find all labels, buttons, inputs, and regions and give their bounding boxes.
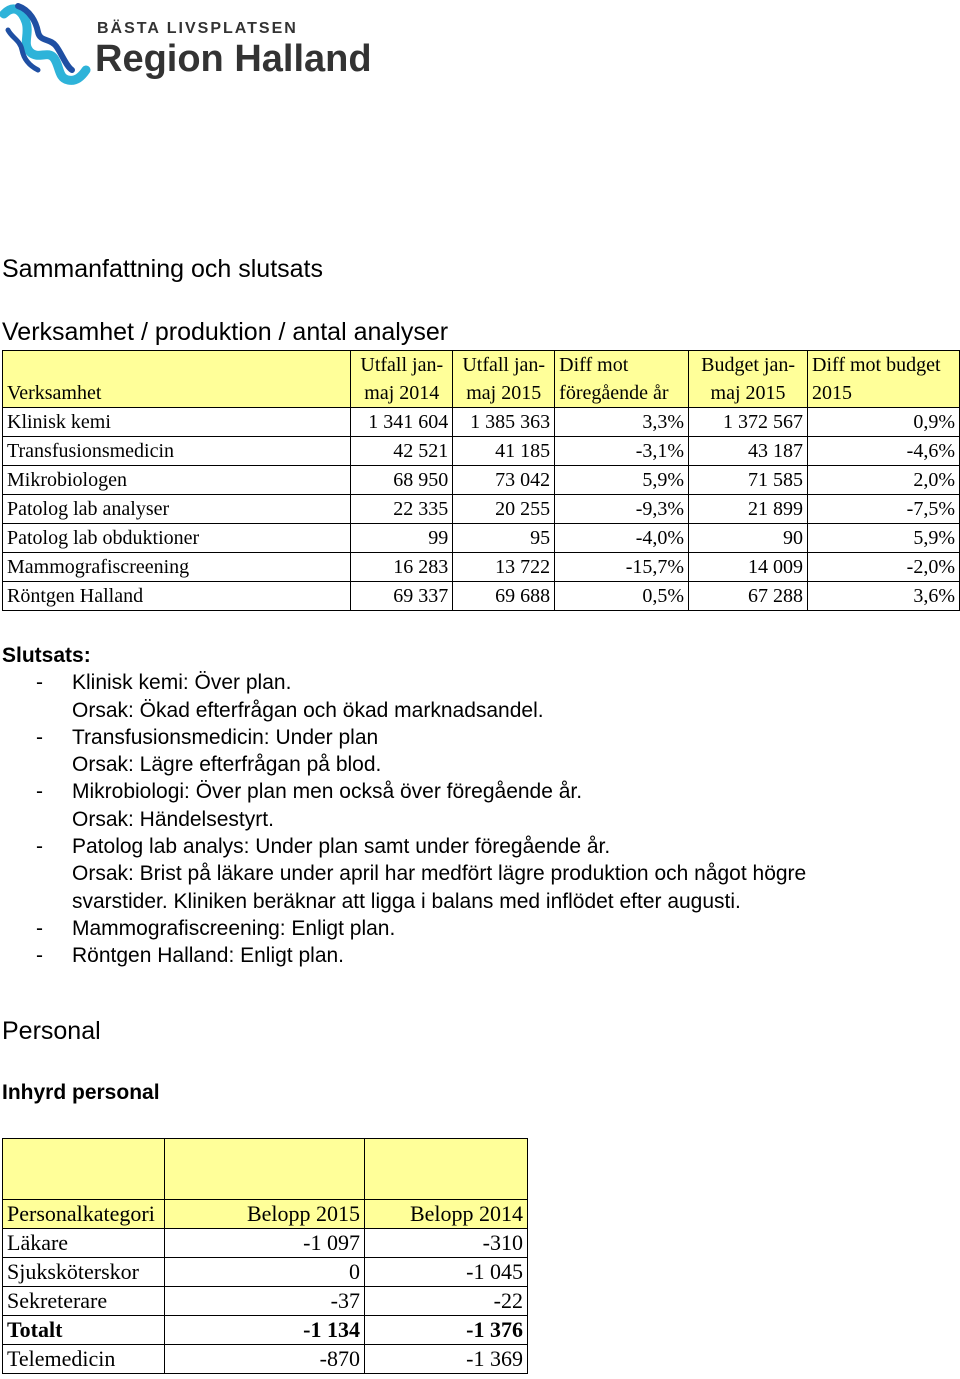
table-cell: 90 [689,524,808,553]
table-cell: -1 134 [165,1316,365,1345]
row-label: Patolog lab analyser [3,495,351,524]
table-cell: -1 376 [365,1316,528,1345]
logo-tagline: BÄSTA LIVSPLATSEN [97,20,298,37]
table-cell: 69 688 [453,582,555,611]
table-row [3,582,960,611]
table-row [3,495,960,524]
table-cell: -9,3% [555,495,689,524]
table-cell: 0 [165,1258,365,1287]
river-logo-icon [0,0,95,95]
section-title-summary: Sammanfattning och slutsats [2,255,323,283]
row-label: Läkare [3,1229,165,1258]
table-row [3,1258,528,1287]
table-row [3,1345,528,1374]
table-cell: -15,7% [555,553,689,582]
list-item [2,888,741,915]
table-row [3,1287,528,1316]
row-label: Patolog lab obduktioner [3,524,351,553]
table-cell: 0,5% [555,582,689,611]
table-cell: 13 722 [453,553,555,582]
list-item [2,860,807,887]
row-label: Sekreterare [3,1287,165,1316]
list-item [2,833,611,860]
table-row [3,1316,528,1345]
table-cell: 5,9% [808,524,960,553]
hired-staff-table [2,1138,528,1374]
table-cell: -4,6% [808,437,960,466]
list-item-text: Orsak: Händelsestyrt. [72,807,274,831]
bullet-dash: - [36,835,43,859]
table-cell: 1 341 604 [351,408,453,437]
bullet-dash: - [36,671,43,695]
list-item [2,697,544,724]
col-header-verksamhet: Verksamhet [3,351,351,408]
table-row [3,1229,528,1258]
table-cell: -3,1% [555,437,689,466]
list-item-text: Röntgen Halland: Enligt plan. [72,944,345,968]
list-item [2,669,292,696]
col-header-utfall-2015: Utfall jan- maj 2015 [453,351,555,408]
table-cell: -870 [165,1345,365,1374]
table-cell: 20 255 [453,495,555,524]
table-cell: -4,0% [555,524,689,553]
bullet-dash: - [36,725,43,749]
table-row [3,437,960,466]
list-item-text: svarstider. Kliniken beräknar att ligga i balans med inflödet efter augusti. [72,889,741,913]
list-item [2,915,396,942]
table-cell: 1 372 567 [689,408,808,437]
section-subtitle-hired-staff: Inhyrd personal [2,1081,160,1104]
conclusions-block [2,642,807,970]
list-item-text: Klinisk kemi: Över plan. [72,671,292,695]
table-row [3,524,960,553]
table-row [3,466,960,495]
row-label: Mammografiscreening [3,553,351,582]
list-item [2,751,382,778]
col-header-category: Personalkategori [3,1200,165,1229]
table-cell: 95 [453,524,555,553]
table-cell: 42 521 [351,437,453,466]
logo-org-name: Region Halland [95,38,372,80]
bullet-dash: - [36,944,43,968]
list-item [2,724,379,751]
table-cell: 69 337 [351,582,453,611]
bullet-dash: - [36,916,43,940]
list-item-text: Mikrobiologi: Över plan men också över föregående år. [72,780,583,804]
row-label: Telemedicin [3,1345,165,1374]
bullet-dash: - [36,780,43,804]
table-cell: 3,6% [808,582,960,611]
row-label: Transfusionsmedicin [3,437,351,466]
table-cell: 43 187 [689,437,808,466]
col-header-utfall-2014: Utfall jan- maj 2014 [351,351,453,408]
table-header-row [3,1200,528,1229]
table-cell: -1 045 [365,1258,528,1287]
table-cell: -2,0% [808,553,960,582]
table-cell: -7,5% [808,495,960,524]
row-label: Klinisk kemi [3,408,351,437]
row-label: Sjuksköterskor [3,1258,165,1287]
table-cell: 16 283 [351,553,453,582]
col-header-diff-prev-year: Diff mot föregående år [555,351,689,408]
table-cell: 14 009 [689,553,808,582]
table-cell: 67 288 [689,582,808,611]
table-cell: 2,0% [808,466,960,495]
table-cell: -1 369 [365,1345,528,1374]
table-cell: 68 950 [351,466,453,495]
table-header-row [3,351,960,408]
list-item-text: Orsak: Brist på läkare under april har medfört lägre produktion och något högre [72,862,807,886]
section-subtitle-production: Verksamhet / produktion / antal analyser [2,318,449,346]
table-cell: -1 097 [165,1229,365,1258]
table-cell: 73 042 [453,466,555,495]
section-title-personal: Personal [2,1017,101,1045]
table-cell: -22 [365,1287,528,1316]
table-cell: 71 585 [689,466,808,495]
table-cell: -310 [365,1229,528,1258]
row-label: Mikrobiologen [3,466,351,495]
production-table [2,350,960,611]
table-cell: 21 899 [689,495,808,524]
table-cell: 0,9% [808,408,960,437]
table-cell: 99 [351,524,453,553]
list-item-text: Orsak: Ökad efterfrågan och ökad marknadsandel. [72,698,544,722]
table-row [3,408,960,437]
list-item-text: Patolog lab analys: Under plan samt under föregående år. [72,835,611,859]
table-cell: 22 335 [351,495,453,524]
table-cell: 5,9% [555,466,689,495]
col-header-diff-budget: Diff mot budget 2015 [808,351,960,408]
row-label: Totalt [3,1316,165,1345]
col-header-amount-2014: Belopp 2014 [365,1200,528,1229]
list-item-text: Orsak: Lägre efterfrågan på blod. [72,753,382,777]
list-item-text: Mammografiscreening: Enligt plan. [72,916,396,940]
table-cell: 41 185 [453,437,555,466]
col-header-budget-2015: Budget jan- maj 2015 [689,351,808,408]
list-item [2,806,274,833]
conclusions-heading: Slutsats: [2,644,91,667]
list-item [2,942,345,969]
list-item-text: Transfusionsmedicin: Under plan [72,725,379,749]
region-halland-logo [0,0,420,95]
table-header-spacer [3,1139,528,1200]
table-cell: -37 [165,1287,365,1316]
table-cell: 1 385 363 [453,408,555,437]
table-row [3,553,960,582]
table-cell: 3,3% [555,408,689,437]
col-header-amount-2015: Belopp 2015 [165,1200,365,1229]
list-item [2,778,583,805]
row-label: Röntgen Halland [3,582,351,611]
